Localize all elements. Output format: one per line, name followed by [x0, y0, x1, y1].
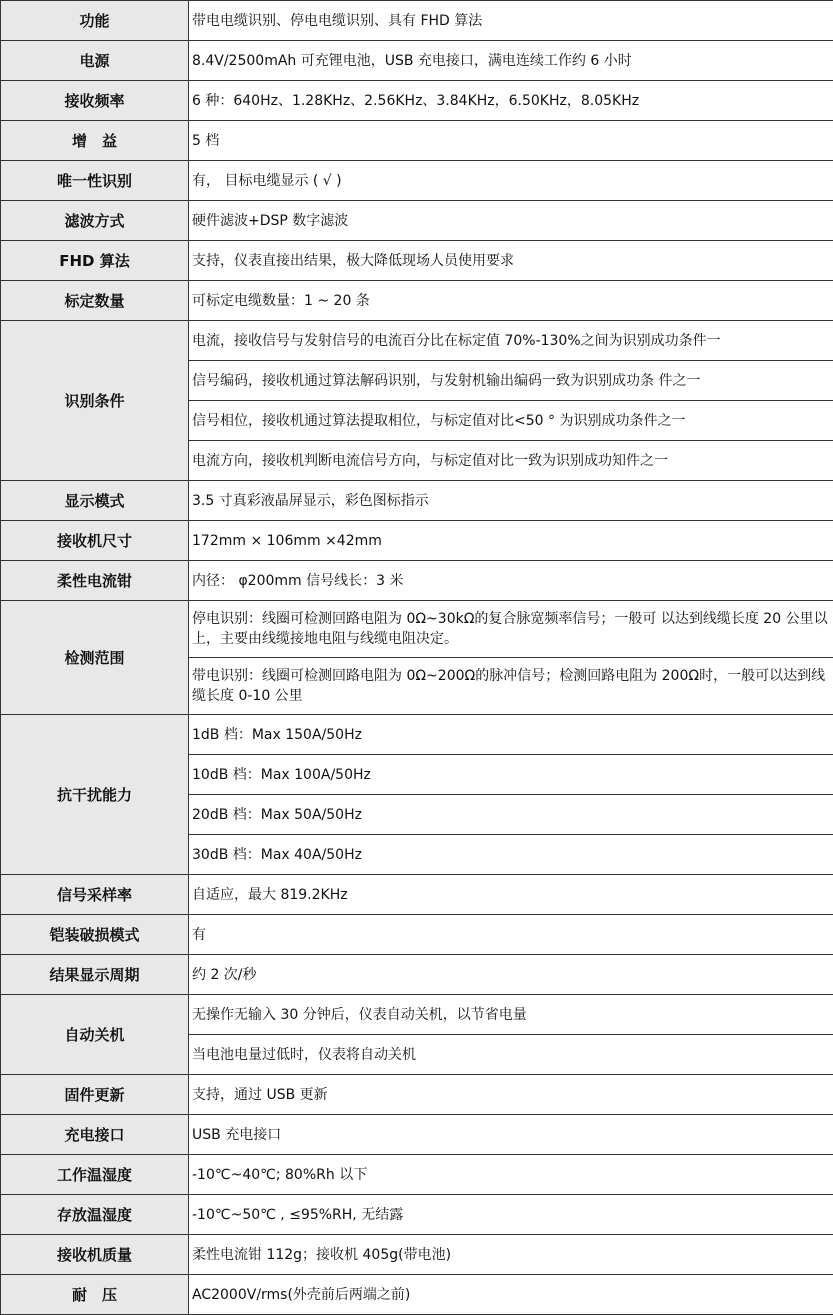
row-label: 充电接口 — [1, 1115, 189, 1155]
table-row — [1, 875, 833, 915]
row-label: 唯一性识别 — [1, 161, 189, 201]
table-row — [1, 1, 833, 41]
row-value: -10℃~40℃; 80%Rh 以下 — [189, 1155, 833, 1195]
row-value: 20dB 档：Max 50A/50Hz — [189, 795, 833, 835]
row-label: 存放温湿度 — [1, 1195, 189, 1235]
row-label: 抗干扰能力 — [1, 715, 189, 875]
row-value: 1dB 档：Max 150A/50Hz — [189, 715, 833, 755]
row-value: 3.5 寸真彩液晶屏显示，彩色图标指示 — [189, 481, 833, 521]
row-value: 停电识别：线圈可检测回路电阻为 0Ω~30kΩ的复合脉宽频率信号；一般可 以达到线缆长度 20 公里以上，主要由线缆接地电阻与线缆电阻决定。 — [189, 601, 833, 658]
row-value: 约 2 次/秒 — [189, 955, 833, 995]
table-row — [1, 601, 833, 658]
table-row — [1, 241, 833, 281]
table-row — [1, 715, 833, 755]
table-row — [1, 481, 833, 521]
row-label: FHD 算法 — [1, 241, 189, 281]
table-row — [1, 1075, 833, 1115]
row-value: 带电识别：线圈可检测回路电阻为 0Ω~200Ω的脉冲信号；检测回路电阻为 200Ω时，一般可以达到线缆长度 0-10 公里 — [189, 658, 833, 715]
row-label: 接收机尺寸 — [1, 521, 189, 561]
row-value: 自适应，最大 819.2KHz — [189, 875, 833, 915]
row-value: 有， 目标电缆显示 ( √ ) — [189, 161, 833, 201]
table-row — [1, 321, 833, 361]
row-value: 内径： φ200mm 信号线长：3 米 — [189, 561, 833, 601]
row-label: 检测范围 — [1, 601, 189, 715]
table-row — [1, 995, 833, 1035]
row-label: 工作温湿度 — [1, 1155, 189, 1195]
row-value: 无操作无输入 30 分钟后，仪表自动关机，以节省电量 — [189, 995, 833, 1035]
row-value: 10dB 档：Max 100A/50Hz — [189, 755, 833, 795]
row-label: 结果显示周期 — [1, 955, 189, 995]
row-value: 5 档 — [189, 121, 833, 161]
row-label: 铠装破损模式 — [1, 915, 189, 955]
table-row — [1, 1235, 833, 1275]
spec-table-body — [1, 1, 833, 1315]
row-label: 接收机质量 — [1, 1235, 189, 1275]
row-value: AC2000V/rms(外壳前后两端之前) — [189, 1275, 833, 1315]
row-value: 电流方向，接收机判断电流信号方向，与标定值对比一致为识别成功知件之一 — [189, 441, 833, 481]
row-value: 柔性电流钳 112g；接收机 405g(带电池) — [189, 1235, 833, 1275]
table-row — [1, 915, 833, 955]
row-value: 硬件滤波+DSP 数字滤波 — [189, 201, 833, 241]
row-value: 支持，仪表直接出结果，极大降低现场人员使用要求 — [189, 241, 833, 281]
row-label: 固件更新 — [1, 1075, 189, 1115]
table-row — [1, 161, 833, 201]
row-value: 带电电缆识别、停电电缆识别、具有 FHD 算法 — [189, 1, 833, 41]
row-value: 当电池电量过低时，仪表将自动关机 — [189, 1035, 833, 1075]
table-row — [1, 521, 833, 561]
row-label: 识别条件 — [1, 321, 189, 481]
table-row — [1, 281, 833, 321]
row-value: 支持，通过 USB 更新 — [189, 1075, 833, 1115]
table-row — [1, 121, 833, 161]
row-value: 6 种：640Hz、1.28KHz、2.56KHz、3.84KHz，6.50KHz，8.05KHz — [189, 81, 833, 121]
row-value: 8.4V/2500mAh 可充锂电池，USB 充电接口，满电连续工作约 6 小时 — [189, 41, 833, 81]
table-row — [1, 1155, 833, 1195]
table-row — [1, 1275, 833, 1315]
row-label: 信号采样率 — [1, 875, 189, 915]
row-value: 信号编码，接收机通过算法解码识别，与发射机输出编码一致为识别成功条 件之一 — [189, 361, 833, 401]
row-label: 自动关机 — [1, 995, 189, 1075]
row-label: 滤波方式 — [1, 201, 189, 241]
table-row — [1, 1195, 833, 1235]
row-value: 信号相位，接收机通过算法提取相位，与标定值对比<50 ° 为识别成功条件之一 — [189, 401, 833, 441]
table-row — [1, 955, 833, 995]
row-label: 接收频率 — [1, 81, 189, 121]
table-row — [1, 41, 833, 81]
row-value: 可标定电缆数量：1 ~ 20 条 — [189, 281, 833, 321]
row-label: 功能 — [1, 1, 189, 41]
row-label: 显示模式 — [1, 481, 189, 521]
table-row — [1, 1115, 833, 1155]
row-value: 有 — [189, 915, 833, 955]
row-label: 标定数量 — [1, 281, 189, 321]
table-row — [1, 561, 833, 601]
row-value: 电流，接收信号与发射信号的电流百分比在标定值 70%-130%之间为识别成功条件一 — [189, 321, 833, 361]
row-label: 耐 压 — [1, 1275, 189, 1315]
row-value: 30dB 档：Max 40A/50Hz — [189, 835, 833, 875]
row-label: 电源 — [1, 41, 189, 81]
row-value: -10℃~50℃ , ≤95%RH, 无结露 — [189, 1195, 833, 1235]
row-label: 柔性电流钳 — [1, 561, 189, 601]
row-value: USB 充电接口 — [189, 1115, 833, 1155]
table-row — [1, 201, 833, 241]
table-row — [1, 81, 833, 121]
row-label: 增 益 — [1, 121, 189, 161]
row-value: 172mm × 106mm ×42mm — [189, 521, 833, 561]
